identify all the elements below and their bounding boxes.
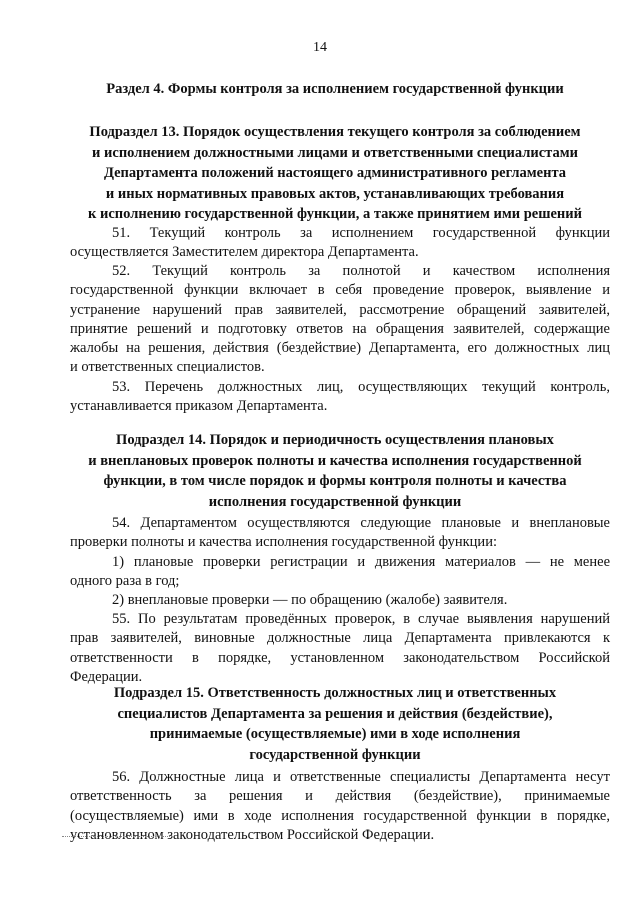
heading-line: к исполнению государственной функции, а также принятием ими решений [88,206,582,222]
paragraph-52 [70,262,610,378]
paragraph-line: 51. Текущий контроль за исполнением государственной функции [112,225,610,241]
paragraph-55 [70,610,610,687]
paragraph-51 [70,224,610,263]
heading-line: функции, в том числе порядок и формы контроля полноты и качества [103,473,567,489]
paragraph-line: установленном законодательством Российской Федерации. [70,826,435,843]
heading-line: исполнения государственной функции [208,493,462,510]
heading-line: и внеплановых проверок полноты и качества исполнения государственной [88,452,582,469]
subsection-14-heading [70,430,600,512]
paragraph-56 [70,768,610,845]
paragraph-line: осуществляется Заместителем директора Департамента. [70,244,419,261]
heading-line: Раздел 4. Формы контроля за исполнением государственной функции [106,81,564,97]
heading-line: принимаемые (осуществляемые) ими в ходе исполнения [149,726,521,742]
heading-line: специалистов Департамента за решения и действия (бездействие), [117,705,553,722]
paragraph-line: и ответственных специалистов. [70,359,265,376]
paragraph-line: устанавливается приказом Департамента. [70,398,328,415]
paragraph-line: жалобы на решения, действия (бездействие) Департамента, его должностных лиц [70,340,610,357]
subsection-13-heading [70,122,600,225]
paragraph-line: прав заявителей, виновные должностные лица Департамента привлекаются к [70,630,610,647]
section-4-heading [70,79,600,100]
paragraph-line: 1) плановые проверки регистрации и движения материалов — не менее [112,554,610,570]
paragraph-line: 54. Департаментом осуществляются следующие плановые и внеплановые [112,515,610,531]
paragraph-54-item-1 [70,553,610,592]
heading-line: государственной функции [249,746,421,763]
paragraph-line: 56. Должностные лица и ответственные специалисты Департамента несут [112,769,610,785]
paragraph-line: 55. По результатам проведённых проверок, в случае выявления нарушений [112,611,610,627]
heading-line: Подраздел 15. Ответственность должностных лиц и ответственных [113,685,557,701]
paragraph-line: устранение нарушений прав заявителей, рассмотрение обращений заявителей, [70,301,610,318]
paragraph-line: принятие решений и подготовку ответов на обращения заявителей, содержащие [70,320,610,337]
paragraph-54-item-2 [70,591,610,610]
paragraph-line: 53. Перечень должностных лиц, осуществляющих текущий контроль, [112,379,610,395]
paragraph-line: 2) внеплановые проверки — по обращению (жалобе) заявителя. [112,592,508,608]
paragraph-line: проверки полноты и качества исполнения государственной функции: [70,534,497,551]
paragraph-line: ответственность за решения и действия (бездействие), принимаемые [70,788,610,805]
paragraph-line: Федерации. [70,668,143,685]
paragraph-line: 52. Текущий контроль за полнотой и качеством исполнения [112,263,610,279]
page-number: 14 [313,40,327,55]
paragraph-54 [70,514,610,553]
heading-line: Подраздел 14. Порядок и периодичность осуществления плановых [116,432,554,448]
paragraph-line: ответственности в порядке, установленном законодательством Российской [70,649,610,666]
heading-line: Подраздел 13. Порядок осуществления текущего контроля за соблюдением [89,124,581,140]
paragraph-line: (осуществляемые) ими в ходе исполнения государственной функции в порядке, [70,807,610,824]
paragraph-53 [70,378,610,417]
heading-line: Департамента положений настоящего административного регламента [103,165,567,181]
heading-line: и иных нормативных правовых актов, устанавливающих требования [105,185,565,202]
paragraph-line: одного раза в год; [70,573,180,590]
heading-line: и исполнением должностными лицами и ответственными специалистами [92,144,578,161]
scan-artifact-dots [62,836,172,837]
subsection-15-heading [70,683,600,765]
paragraph-line: государственной функции включает в себя проведение проверок, выявление и [70,282,610,299]
